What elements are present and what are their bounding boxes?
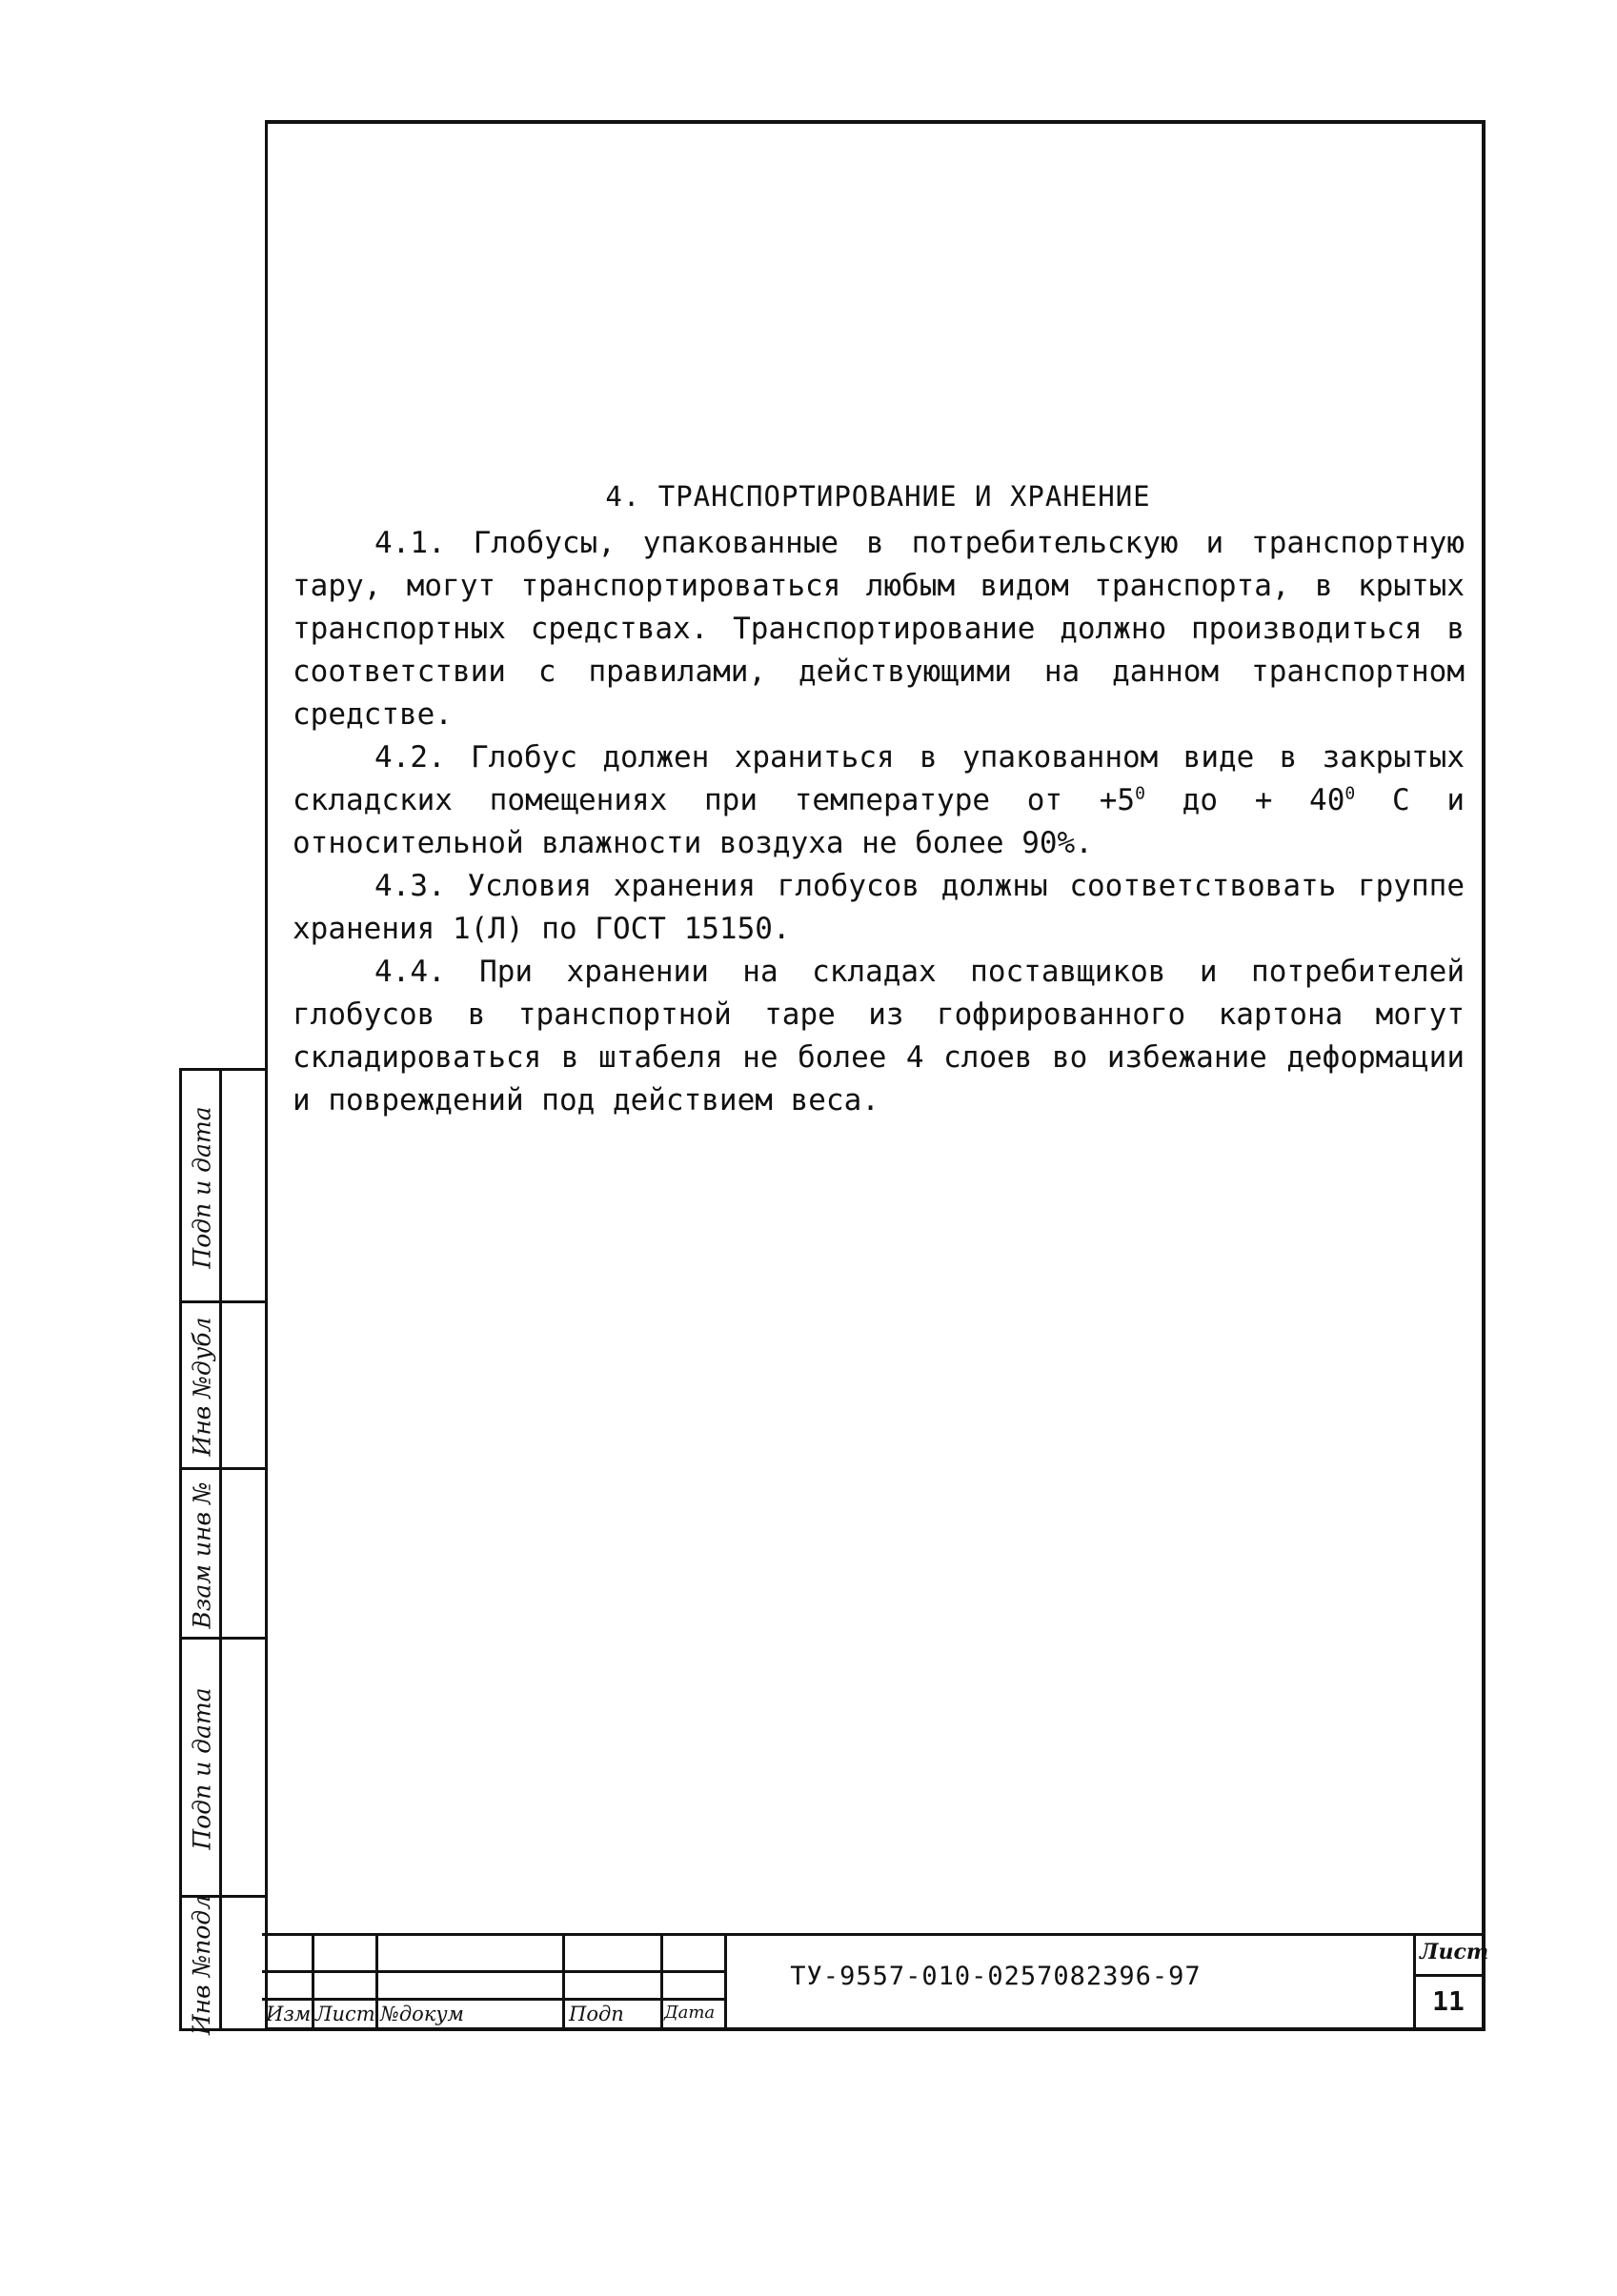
tb-label-izm: Изм xyxy=(266,2003,312,2025)
tb-label-date: Дата xyxy=(664,2003,716,2023)
strip-label-sign-date-2: Подп и дата xyxy=(188,1687,216,1850)
paragraph-4-4: 4.4. При хранении на складах поставщиков и потребителей глобусов в транспортной таре из гофрированного картона могут складироваться в штабеля не более 4 слоев во избежание деформации и повреждений под действием веса. xyxy=(293,955,1465,1118)
paragraph-4-1: 4.1. Глобусы, упакованные в потребительскую и транспортную тару, могут транспортироваться любым видом транспорта, в крытых транспортных средствах. Транспортирование должно производиться в соответствии с правилами, действующими на данном транспортном средстве. xyxy=(293,526,1465,732)
tb-line xyxy=(660,1933,663,2031)
degree-mark: 0 xyxy=(1135,783,1145,804)
sheet-number: 11 xyxy=(1432,1985,1465,2017)
tb-line xyxy=(1413,1974,1486,1977)
paragraph-4-2: 4.2. Глобус должен храниться в упакованном виде в закрытых складских помещениях при температуре от $+5^0$ до + $40^0$ С и относительной влажности воздуха не более 90%. xyxy=(293,740,1465,860)
document-body xyxy=(293,522,1465,1122)
title-block xyxy=(262,1933,1489,2031)
strip-label-replace-inv: Взам инв № xyxy=(188,1480,216,1629)
tb-label-sign: Подп xyxy=(569,2003,624,2025)
paragraph-4-3: 4.3. Условия хранения глобусов должны соответствовать группе хранения 1(Л) по ГОСТ 15150. xyxy=(293,869,1465,946)
document-code: ТУ-9557-010-0257082396-97 xyxy=(790,1962,1202,1991)
strip-label-sign-date: Подп и дата xyxy=(188,1105,216,1269)
margin-stamp-strip xyxy=(179,1068,266,2035)
tb-line xyxy=(262,1998,724,2001)
tb-line xyxy=(262,1970,724,1973)
tb-line xyxy=(562,1933,565,2031)
page-frame xyxy=(265,120,1489,2031)
tb-line xyxy=(262,1933,1486,1936)
degree-mark: 0 xyxy=(1344,783,1356,804)
tb-label-doc-no: №докум xyxy=(380,2003,464,2025)
tb-label-list: Лист xyxy=(315,2003,375,2025)
sheet-label: Лист xyxy=(1420,1940,1489,1964)
strip-label-orig-inv: Инв №подл xyxy=(188,1894,216,2035)
section-title: 4. ТРАНСПОРТИРОВАНИЕ И ХРАНЕНИЕ xyxy=(605,480,1151,513)
tb-line xyxy=(375,1933,378,2031)
strip-label-dup-inv: Инв №дубл xyxy=(188,1317,216,1457)
tb-line xyxy=(312,1933,314,2031)
